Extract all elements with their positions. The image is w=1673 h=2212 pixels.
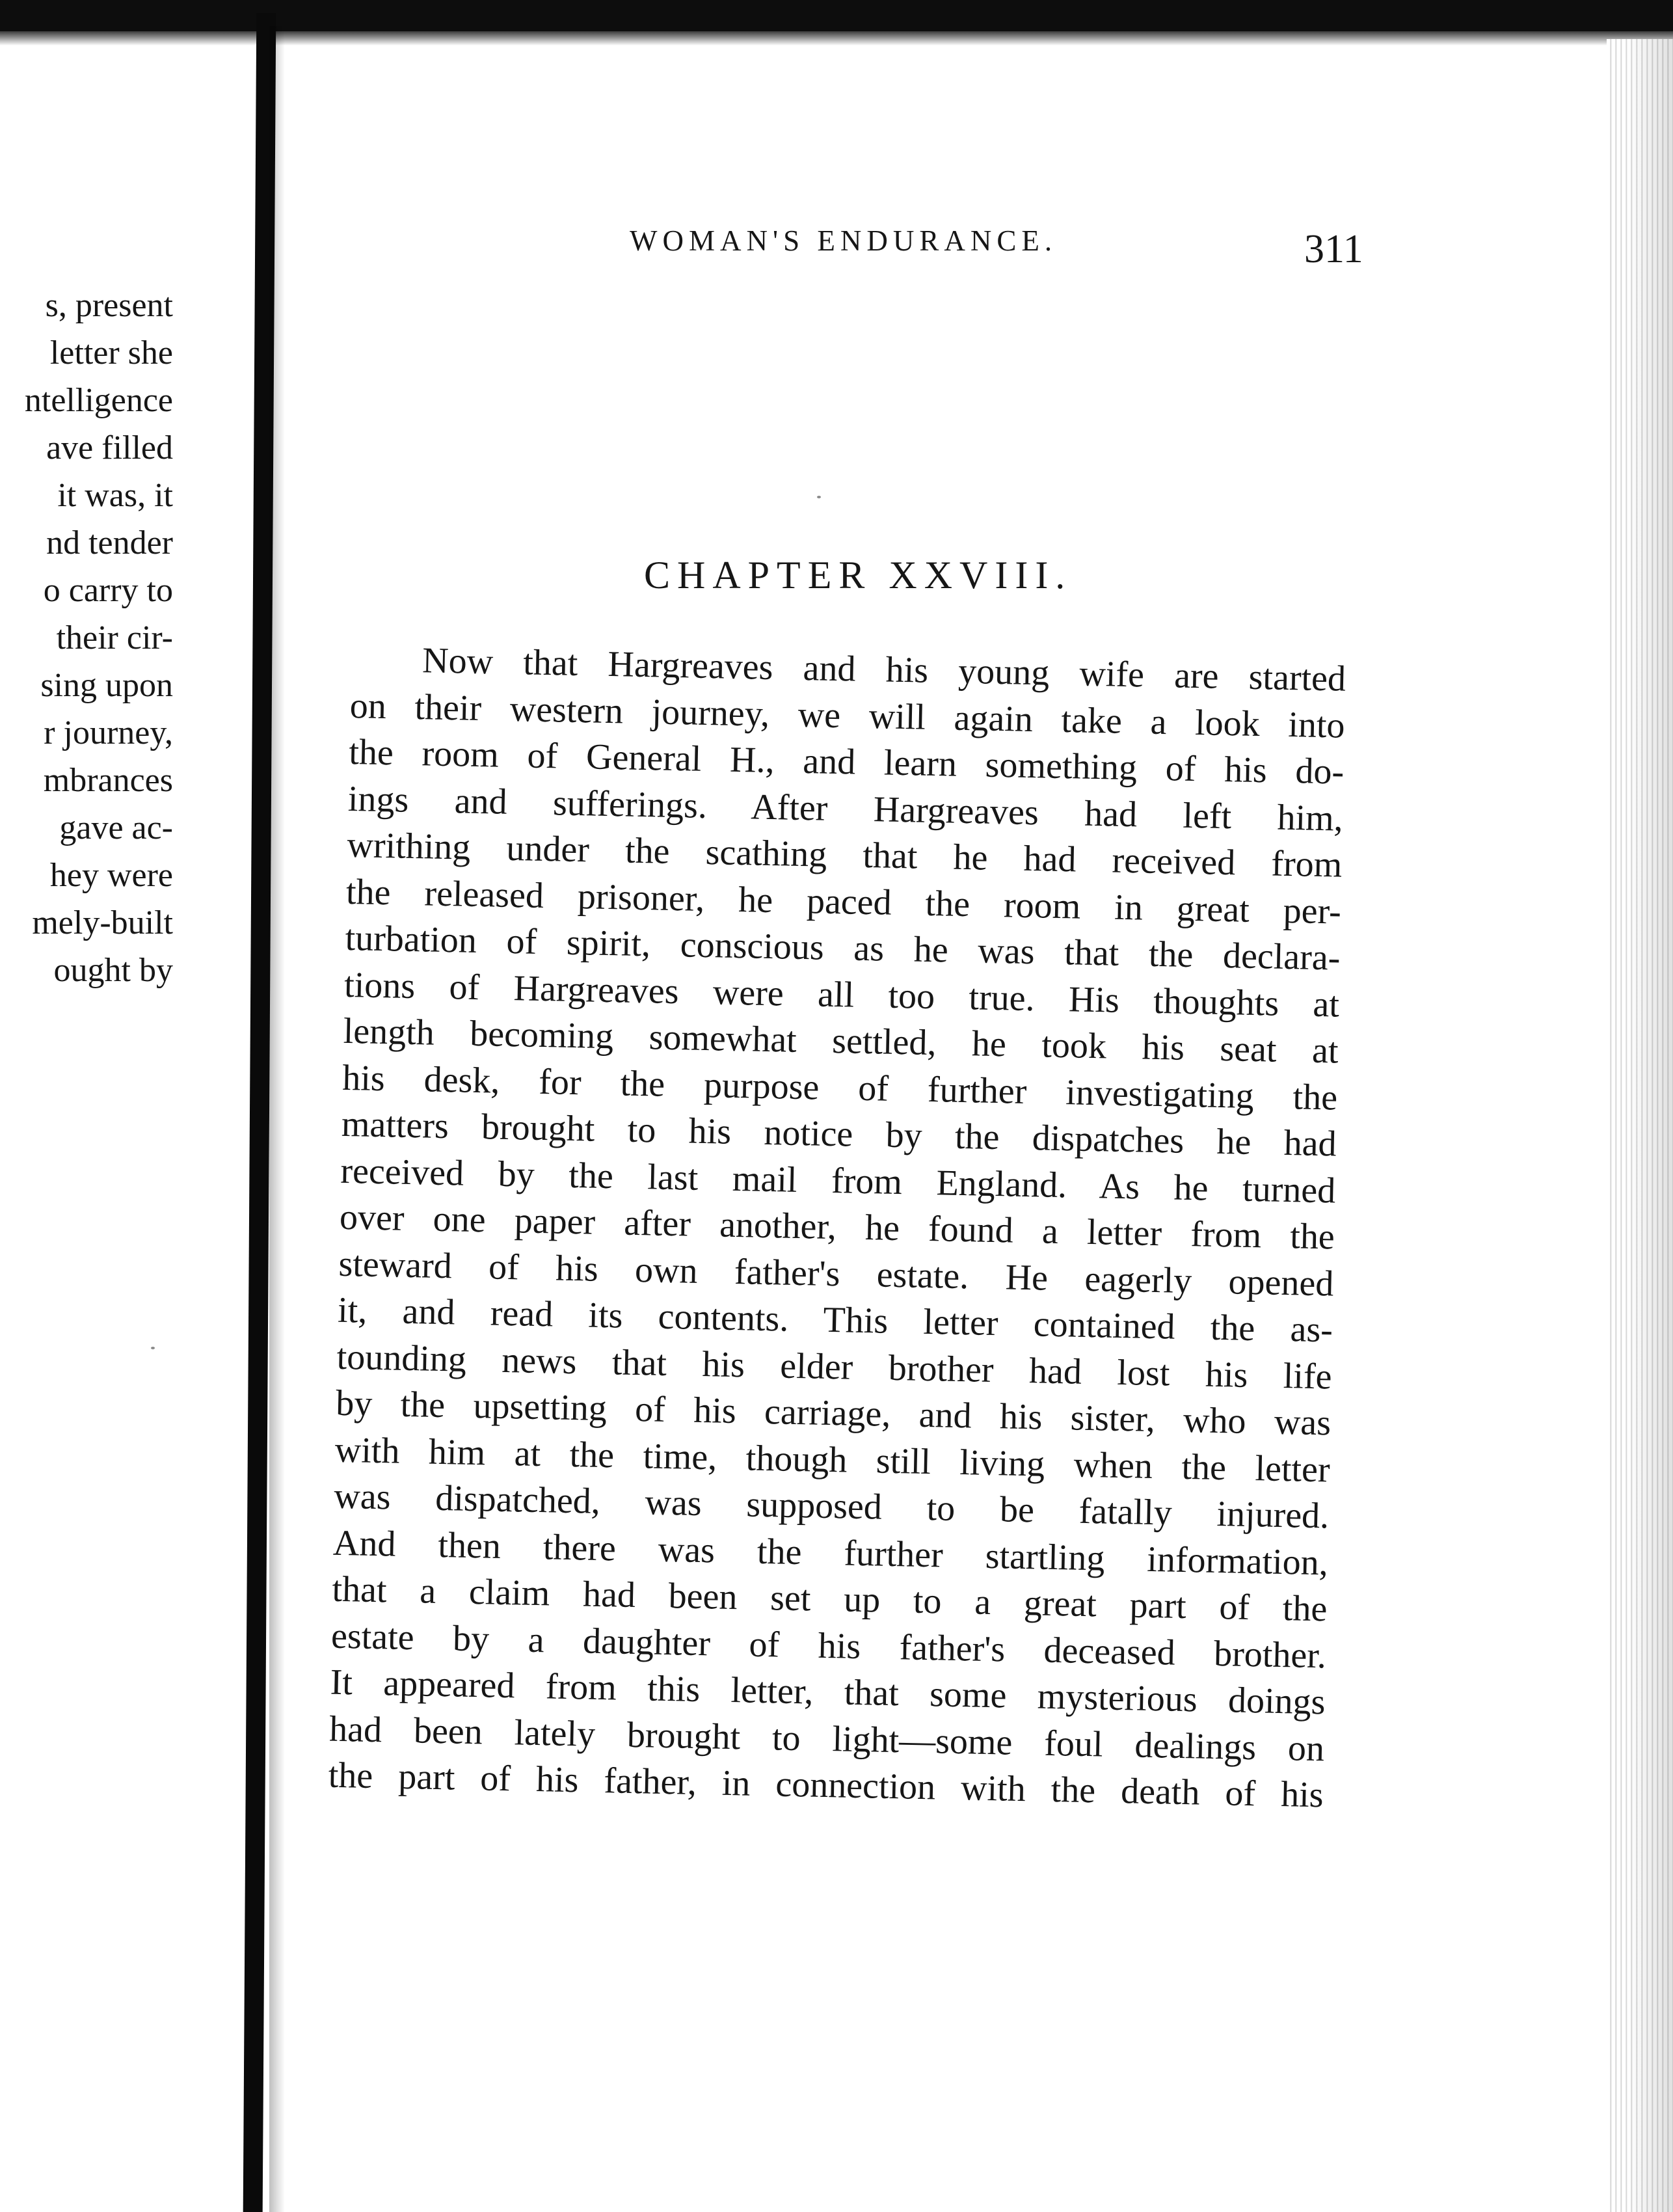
body-line: received by the last mail from England. As he turned [340,1150,1336,1211]
body-line: tounding news that his elder brother had lost his life [336,1336,1333,1397]
left-page-line: mely-built [32,904,173,941]
left-page-line: it was, it [57,477,173,514]
left-page-line: ought by [53,952,173,989]
body-line: length becoming somewhat settled, he took his seat at [343,1010,1339,1072]
body-line: ings and sufferings. After Hargreaves had left him, [347,778,1344,839]
body-line: tions of Hargreaves were all too true. His thoughts at [343,964,1340,1025]
body-line: on their western journey, we will again take a look into [349,685,1346,746]
left-page-line: r journey, [44,714,173,751]
body-line: it, and read its contents. This letter contained the as- [337,1289,1333,1351]
left-page-line: hey were [49,857,173,894]
body-line: his desk, for the purpose of further investigating the [341,1057,1338,1118]
body-line: was dispatched, was supposed to be fatally injured. [333,1476,1330,1537]
running-head: WOMAN'S ENDURANCE. [630,224,1058,257]
left-page-line: mbrances [43,762,173,799]
left-page-line: letter she [49,334,173,371]
scan-speck [817,496,821,498]
left-page-line: gave ac- [59,809,173,846]
body-line: that a claim had been set up to a great part of the [331,1569,1328,1630]
scan-top-shadow [0,31,1673,46]
left-page-line: ave filled [46,429,173,466]
body-line: the room of General H., and learn something of his do- [348,731,1345,792]
left-page-line: o carry to [43,572,173,609]
body-line: by the upsetting of his carriage, and his sister, who was [335,1382,1332,1444]
gutter-shadow [269,26,285,2212]
page-edge-shadow [1626,39,1673,2212]
left-page-text [0,286,173,1028]
page-number: 311 [1304,227,1363,271]
chapter-title: CHAPTER XXVIII. [644,554,1073,597]
body-text [328,636,1346,1819]
body-line: writhing under the scathing that he had received from [346,824,1343,885]
body-line: And then there was the further startling information, [332,1522,1329,1583]
body-line: the part of his father, in connection with the death of his [328,1755,1324,1816]
body-line: with him at the time, though still living when the letter [334,1429,1331,1490]
body-line: over one paper after another, he found a letter from the [339,1196,1335,1258]
body-line: turbation of spirit, conscious as he was that the declara- [345,917,1341,978]
body-line: It appeared from this letter, that some mysterious doings [330,1662,1326,1723]
left-page-line: ntelligence [24,382,173,419]
left-page-line: nd tender [46,524,173,561]
left-page-line: sing upon [40,667,173,704]
body-line: the released prisoner, he paced the room in great per- [345,871,1342,932]
scan-speck [151,1347,155,1349]
body-line: steward of his own father's estate. He eagerly opened [338,1243,1334,1304]
left-page-line: their cir- [56,619,173,656]
scan-top-border [0,0,1673,31]
body-line: matters brought to his notice by the dispatches he had [341,1103,1337,1165]
body-line: Now that Hargreaves and his young wife are started [422,640,1346,699]
body-line: had been lately brought to light—some foul dealings on [328,1708,1325,1769]
left-page-line: s, present [45,287,173,324]
body-line: estate by a daughter of his father's deceased brother. [330,1615,1327,1676]
